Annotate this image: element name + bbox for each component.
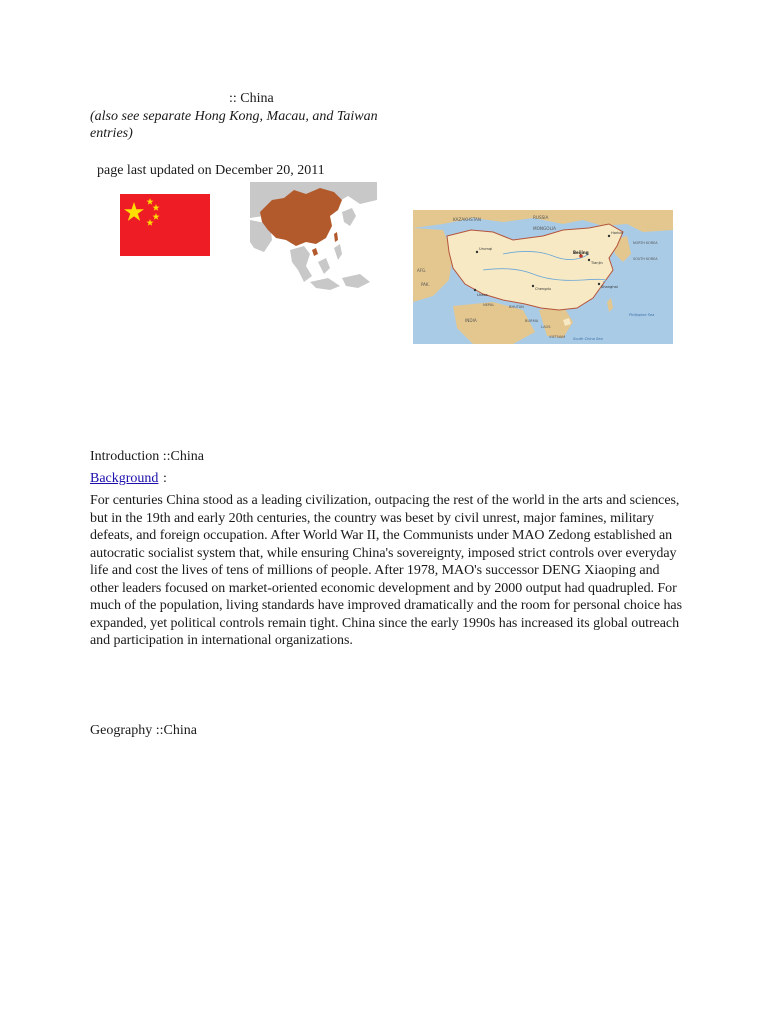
page-subtitle: (also see separate Hong Kong, Macau, and Taiwan entries) (90, 109, 378, 141)
map-label: LAOS (541, 325, 551, 329)
map-label: PAK. (421, 282, 430, 287)
map-label: Lhasa (477, 293, 488, 297)
map-label: Shanghai (601, 285, 618, 289)
map-label: KAZAKHSTAN (453, 217, 482, 222)
map-label: AFG. (417, 268, 427, 273)
geography-heading: Geography ::China (90, 723, 197, 738)
map-label: South China Sea (573, 337, 603, 341)
map-label: Chengdu (535, 287, 552, 291)
asia-locator-map-icon (250, 182, 377, 298)
last-updated-text: page last updated on December 20, 2011 (97, 163, 325, 178)
page-title: :: China (229, 91, 274, 106)
map-label: RUSSIA (533, 215, 549, 220)
china-flag-icon (120, 194, 210, 256)
china-country-map-icon (413, 210, 673, 344)
map-label: NEPAL (483, 303, 495, 307)
map-label: Philippine Sea (629, 313, 655, 317)
map-label: BHUTAN (509, 305, 524, 309)
map-label: Beijing (573, 250, 589, 255)
map-label: VIETNAM (549, 335, 566, 339)
background-link[interactable]: Background (90, 471, 159, 486)
map-label: SOUTH KOREA (633, 257, 658, 261)
map-label: INDIA (465, 318, 477, 323)
map-label: NORTH KOREA (633, 241, 658, 245)
introduction-heading: Introduction ::China (90, 449, 204, 464)
background-colon: : (163, 471, 167, 486)
map-label: Harbin (611, 231, 623, 235)
map-label: MONGOLIA (533, 226, 557, 231)
map-label: BURMA (525, 319, 539, 323)
map-label: Tianjin (591, 261, 603, 265)
map-label: Urumqi (479, 247, 493, 251)
background-text: For centuries China stood as a leading civilization, outpacing the rest of the world in the arts and sciences, but in the 19th and early 20th centuries, the country was beset by civil unrest, major famines, military defeats, and foreign occupation. After World War II, the Communists under MAO Zedong established an autocratic socialist system that, while ensuring China's sovereignty, imposed strict controls over everyday life and cost the lives of tens of millions of people. After 1978, MAO's successor DENG Xiaoping and other leaders focused on market-oriented economic development and by 2000 output had quadrupled. For much of the population, living standards have improved dramatically and the room for personal choice has expanded, yet political controls remain tight. China since the early 1990s has increased its global outreach and participation in international organizations. (90, 493, 682, 648)
